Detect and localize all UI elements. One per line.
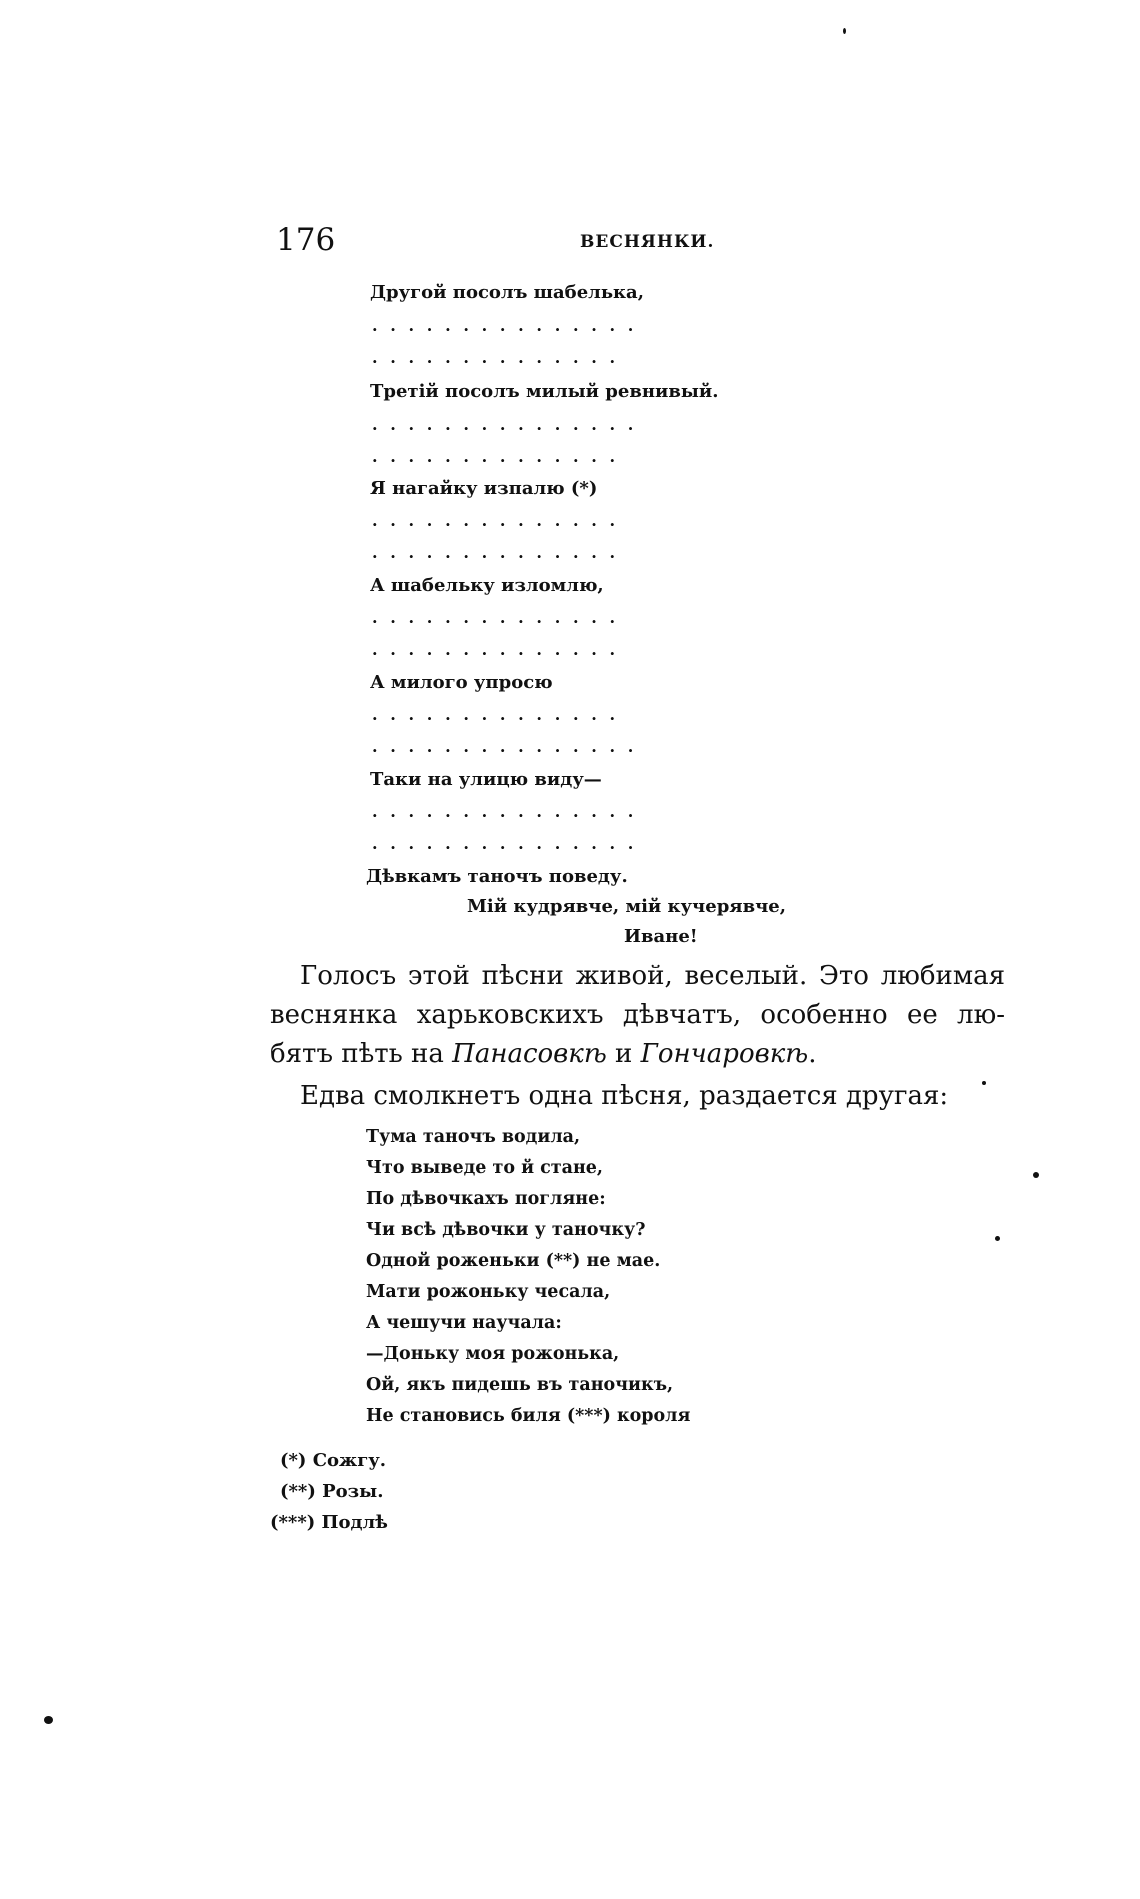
ellipsis-line: .............. — [372, 348, 628, 367]
running-title: ВЕСНЯНКИ. — [580, 232, 715, 252]
verse-line: Не становись биля (***) короля — [366, 1406, 691, 1426]
verse-line: Чи всѣ дѣвочки у таночку? — [366, 1220, 646, 1240]
ellipsis-line: ............... — [372, 415, 647, 434]
verse-line: Тума таночъ водила, — [366, 1127, 581, 1147]
page-number: 176 — [276, 222, 336, 258]
verse-line: Одной роженьки (**) не мае. — [366, 1251, 661, 1271]
scan-speck — [1033, 1172, 1039, 1178]
ellipsis-line: ............... — [372, 802, 647, 821]
verse-line: Другой посолъ шабелька, — [370, 282, 644, 303]
paragraph — [270, 957, 1005, 1074]
footnote: (*) Сожгу. — [280, 1450, 387, 1471]
ellipsis-line: .............. — [372, 447, 628, 466]
verse-line: Дѣвкамъ таночъ поведу. — [366, 866, 628, 887]
place-name: Гончаровкѣ — [640, 1039, 809, 1069]
footnote: (**) Розы. — [280, 1481, 384, 1502]
ellipsis-line: .............. — [372, 543, 628, 562]
ellipsis-line: .............. — [372, 608, 628, 627]
ellipsis-line: .............. — [372, 705, 628, 724]
verse-line: Что выведе то й стане, — [366, 1158, 604, 1178]
paragraph — [270, 1077, 1005, 1116]
refrain-line: Мій кудрявче, мій кучерявче, — [467, 896, 786, 917]
paragraph-line: веснянка харьковскихъ дѣвчатъ, особенно ее лю- — [270, 1000, 1005, 1030]
paragraph-line: Едва смолкнетъ одна пѣсня, раздается другая: — [300, 1081, 949, 1111]
song-verse — [366, 1122, 690, 1432]
footnote: (***) Подлѣ — [270, 1512, 388, 1533]
verse-line: Мати рожоньку чесала, — [366, 1282, 611, 1302]
verse-line: Третій посолъ милый ревнивый. — [370, 381, 719, 402]
text-run: . — [808, 1039, 817, 1069]
ellipsis-line: .............. — [372, 511, 628, 530]
ellipsis-line: ............... — [372, 316, 647, 335]
scan-speck — [843, 28, 846, 34]
ellipsis-line: ............... — [372, 737, 647, 756]
refrain-line: Иване! — [624, 926, 698, 947]
verse-line: А шабельку изломлю, — [370, 575, 604, 596]
ellipsis-line: .............. — [372, 640, 628, 659]
footnotes — [270, 1445, 388, 1538]
verse-line: —Доньку моя рожонька, — [366, 1344, 620, 1364]
verse-line: А чешучи научала: — [366, 1313, 562, 1333]
verse-line: По дѣвочкахъ погляне: — [366, 1189, 606, 1209]
text-run: и — [606, 1039, 641, 1069]
scan-speck — [982, 1081, 986, 1085]
verse-line: Я нагайку изпалю (*) — [370, 478, 598, 499]
scan-speck — [995, 1236, 1000, 1241]
place-name: Панасовкѣ — [452, 1039, 607, 1069]
paragraph-line — [270, 1035, 1005, 1074]
text-run: бятъ пѣть на — [270, 1039, 453, 1069]
paragraph-line: Голосъ этой пѣсни живой, веселый. Это любимая — [300, 961, 1005, 991]
verse-line: Таки на улицю виду— — [370, 769, 602, 790]
scan-speck — [44, 1716, 53, 1724]
verse-line: Ой, якъ пидешь въ таночикъ, — [366, 1375, 674, 1395]
ellipsis-line: ............... — [372, 834, 647, 853]
verse-line: А милого упросю — [370, 672, 553, 693]
